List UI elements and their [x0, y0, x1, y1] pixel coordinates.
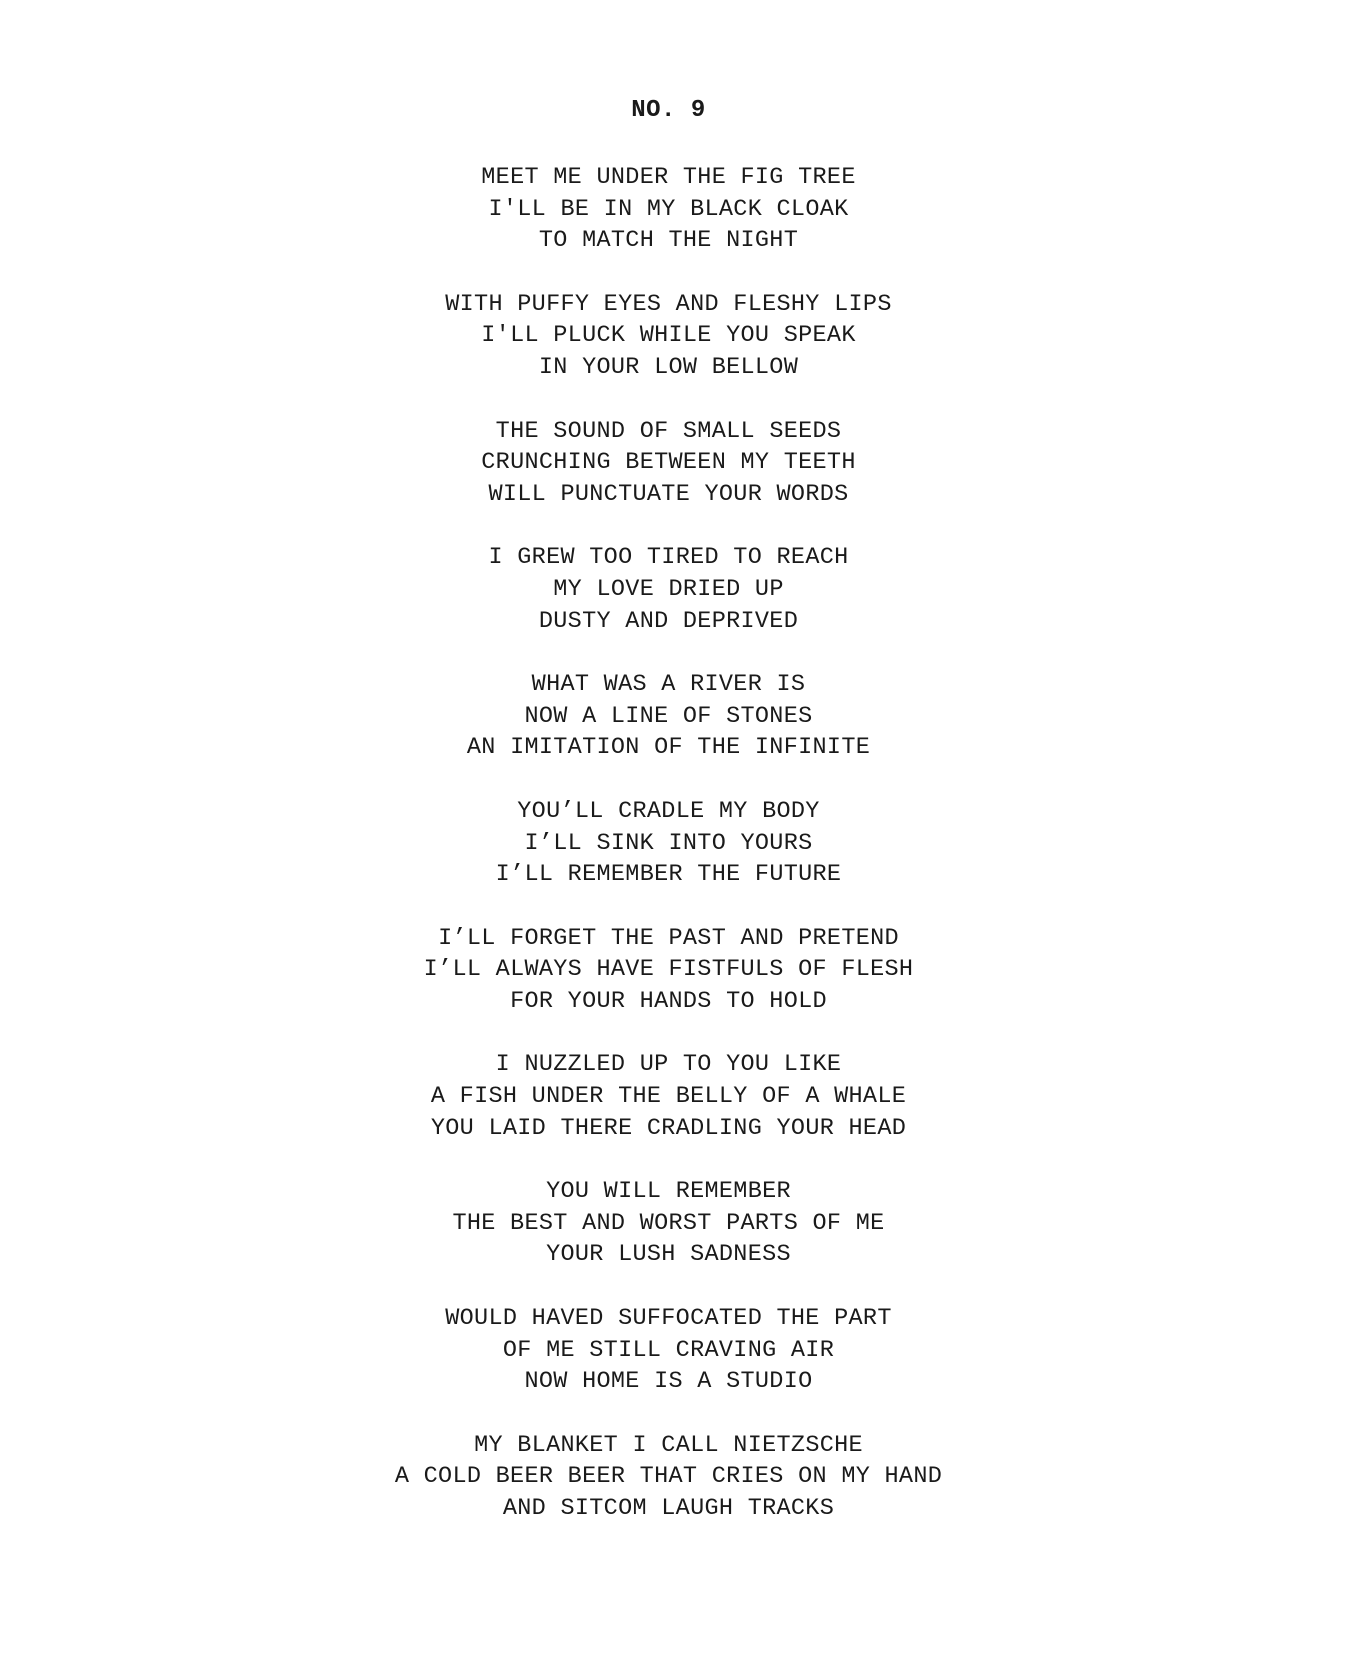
poem-line: FOR YOUR HANDS TO HOLD [510, 987, 827, 1015]
poem-line: IN YOUR LOW BELLOW [538, 353, 799, 381]
poem-line: YOU WILL REMEMBER [546, 1178, 791, 1206]
poem-line: YOUR LUSH SADNESS [546, 1241, 791, 1269]
poem-line: I'LL BE IN MY BLACK CLOAK [488, 195, 849, 223]
poem-line: YOU LAID THERE CRADLING YOUR HEAD [430, 1114, 907, 1142]
poem-line: THE SOUND OF SMALL SEEDS [495, 417, 842, 445]
poem-title: NO. 9 [631, 97, 706, 124]
stanza [0, 669, 1337, 764]
poem-line: YOU’LL CRADLE MY BODY [517, 797, 820, 825]
poem-line: I’LL SINK INTO YOURS [524, 829, 813, 857]
poem-line: DUSTY AND DEPRIVED [538, 607, 799, 635]
poem-line: MY LOVE DRIED UP [553, 575, 784, 603]
poem-line: AN IMITATION OF THE INFINITE [466, 734, 871, 762]
poem-line: I GREW TOO TIRED TO REACH [488, 544, 849, 572]
poem-line: AND SITCOM LAUGH TRACKS [502, 1495, 835, 1522]
stanza [0, 1049, 1337, 1144]
stanza [0, 1303, 1337, 1398]
stanza [0, 1430, 1337, 1525]
poem [0, 96, 1337, 1557]
poem-line: I NUZZLED UP TO YOU LIKE [495, 1051, 842, 1079]
poem-line: WITH PUFFY EYES AND FLESHY LIPS [445, 290, 892, 318]
poem-line: MY BLANKET I CALL NIETZSCHE [474, 1431, 863, 1459]
poem-line: WOULD HAVED SUFFOCATED THE PART [445, 1305, 892, 1333]
poem-line: I'LL PLUCK WHILE YOU SPEAK [481, 322, 856, 350]
poem-line: CRUNCHING BETWEEN MY TEETH [481, 449, 856, 477]
poem-line: MEET ME UNDER THE FIG TREE [481, 164, 856, 191]
stanza [0, 1176, 1337, 1271]
poem-line: TO MATCH THE NIGHT [538, 227, 799, 255]
poem-line: I’LL FORGET THE PAST AND PRETEND [438, 924, 899, 952]
stanza [0, 923, 1337, 1018]
poem-line: NOW HOME IS A STUDIO [524, 1368, 813, 1396]
poem-line: WHAT WAS A RIVER IS [531, 671, 806, 699]
stanza [0, 796, 1337, 891]
poem-line: A FISH UNDER THE BELLY OF A WHALE [430, 1083, 907, 1111]
poem-line: I’LL REMEMBER THE FUTURE [495, 861, 842, 889]
poem-line: WILL PUNCTUATE YOUR WORDS [488, 480, 849, 508]
poem-line: A COLD BEER BEER THAT CRIES ON MY HAND [394, 1463, 943, 1491]
poem-line: OF ME STILL CRAVING AIR [502, 1336, 835, 1364]
poem-line: NOW A LINE OF STONES [524, 702, 813, 730]
stanza [0, 162, 1337, 257]
poem-line: THE BEST AND WORST PARTS OF ME [452, 1209, 885, 1237]
stanza [0, 289, 1337, 384]
stanza [0, 416, 1337, 511]
poem-line: I’LL ALWAYS HAVE FISTFULS OF FLESH [423, 956, 914, 984]
stanza [0, 542, 1337, 637]
